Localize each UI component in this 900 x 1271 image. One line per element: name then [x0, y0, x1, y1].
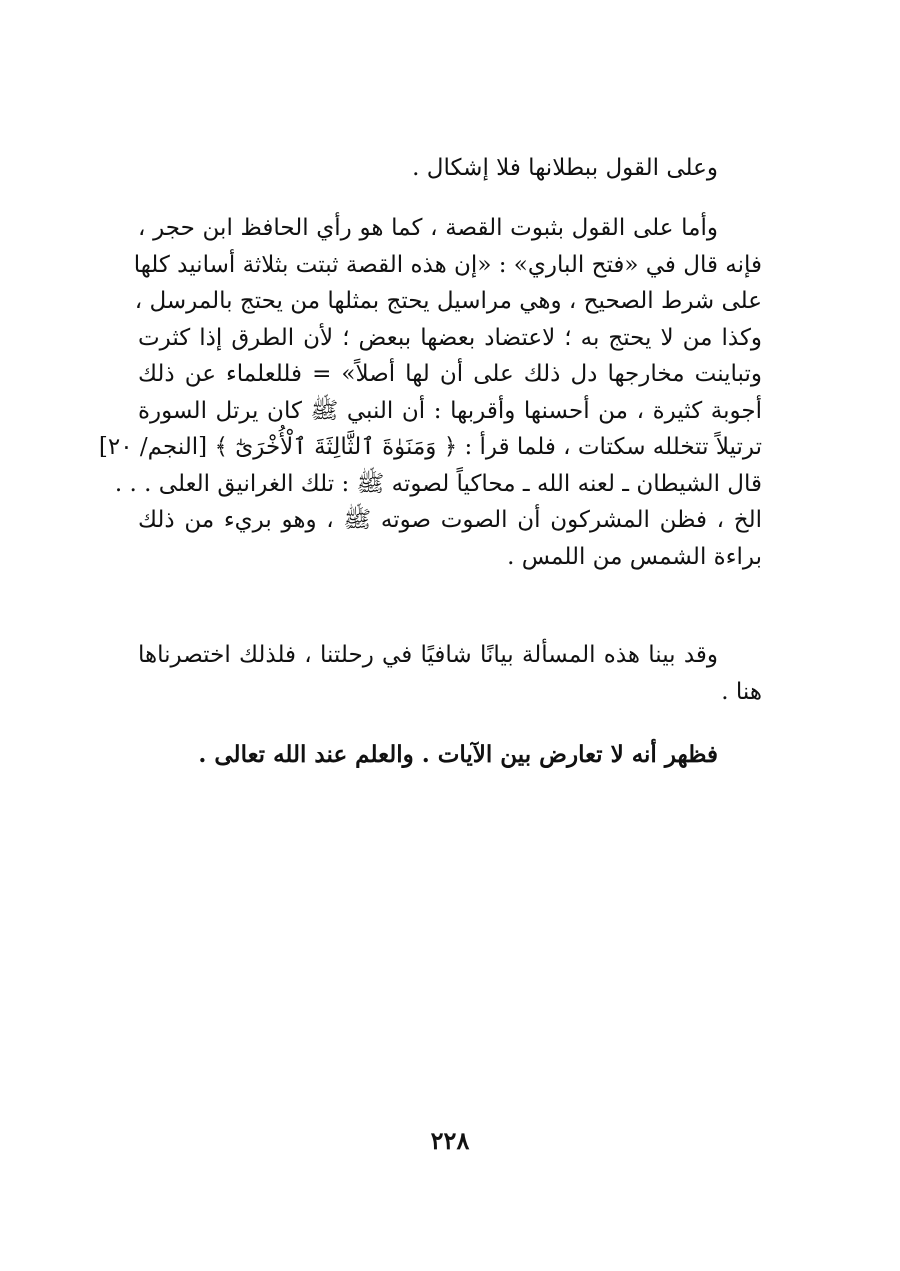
text-line: فظهر أنه لا تعارض بين الآيات . والعلم عند الله تعالى .: [198, 741, 718, 768]
text-line: ترتيلاً تتخلله سكتات ، فلما قرأ : ﴿ وَمَنَوٰةَ ٱلثَّالِثَةَ ٱلْأُخْرَىٰٓ ﴾ [النجم/ ٢٠]: [98, 434, 762, 460]
text-line: وكذا من لا يحتج به ؛ لاعتضاد بعضها ببعض ؛ لأن الطرق إذا كثرت: [138, 324, 762, 351]
paragraph-1: [138, 150, 762, 187]
text-line: قال الشيطان ـ لعنه الله ـ محاكياً لصوته ﷺ : تلك الغرانيق العلى . . .: [114, 470, 762, 497]
text-line: وتباينت مخارجها دل ذلك على أن لها أصلاً» = فللعلماء عن ذلك: [138, 361, 762, 387]
paragraph-4: [138, 737, 762, 774]
text-line: هنا .: [721, 678, 762, 705]
text-line: وقد بينا هذه المسألة بيانًا شافيًا في رحلتنا ، فلذلك اختصرناها: [138, 642, 718, 668]
text-line: فإنه قال في «فتح الباري» : «إن هذه القصة ثبتت بثلاثة أسانيد كلها: [133, 251, 762, 278]
paragraph-2: [98, 210, 762, 575]
paragraph-3: [138, 637, 762, 710]
text-line: وأما على القول بثبوت القصة ، كما هو رأي الحافظ ابن حجر ،: [138, 215, 718, 241]
text-line: براءة الشمس من اللمس .: [507, 543, 762, 570]
text-line: وعلى القول ببطلانها فلا إشكال .: [412, 155, 718, 181]
page-number: ٢٢٨: [430, 1126, 470, 1155]
text-line: الخ ، فظن المشركون أن الصوت صوته ﷺ ، وهو بريء من ذلك: [138, 507, 762, 533]
text-line: على شرط الصحيح ، وهي مراسيل يحتج بمثلها من يحتج بالمرسل ،: [134, 288, 762, 314]
text-line: أجوبة كثيرة ، من أحسنها وأقربها : أن النبي ﷺ كان يرتل السورة: [138, 397, 762, 424]
